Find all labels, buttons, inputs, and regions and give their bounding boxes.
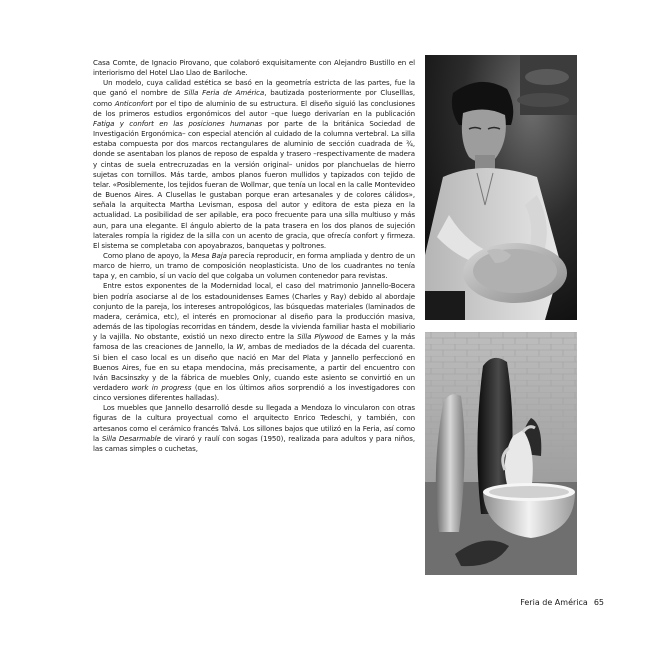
photo-vases	[425, 332, 577, 575]
paragraph-text: parecía reproducir, en forma ampliada y dentro de un marco de hierro, un tramo de composición neoplasticista. Uno de los cuadrantes no tenía tapa y, en cambio, sí un vacío del que colgaba un volumen contenedor para revistas.	[93, 250, 416, 281]
italic-title-text: Anticonfort	[114, 98, 153, 108]
body-text	[93, 58, 415, 454]
paragraph-text: Los muebles que Jannello desarrolló desde su llegada a Mendoza lo vincularon con otras figuras de la cultura proyectual como el arquitecto Enrico Tedeschi, y también, con artesanos como el cerámico francés Talvá. Los sillones bajos que utilizó en la Feria, así como la	[93, 403, 415, 443]
body-paragraph	[93, 58, 415, 78]
page-footer	[480, 598, 604, 607]
paragraph-text: (que en los últimos años sorprendió a los investigadores con cinco versiones diferentes halladas).	[93, 383, 416, 403]
paragraph-text: , ambas de mediados de la década del cuarenta. Si bien el caso local es un diseño que nació en Mar del Plata y Jannello perfeccionó en Buenos Aires, fue en su etapa mendocina, más precisamente, a partir del encuentro con Iván Bacsinszky y de la fábrica de muebles Only, cuando este asiento se convirtió en un verdadero	[93, 342, 415, 392]
italic-title-text: Silla Desarmable	[101, 433, 161, 443]
photo-ceramist	[425, 55, 577, 320]
paragraph-text: Un modelo, cuya calidad estética se basó en la geometría estricta de las partes, fue la que ganó el nombre de	[93, 78, 415, 98]
ceramist-image	[425, 55, 577, 320]
paragraph-text: por parte de la británica Sociedad de Investigación Ergonómica– con especial atención al cuidado de la columna vertebral. La silla estaba compuesta por dos marcos rectangulares de aluminio de sección cuadrada de ¾, donde se asentaban los planos de reposo de espalda y trasero –respectivamente de madera y cintas de suela entrecruzadas en la versión original– unidos por planchuelas de hierro sujetas con tornillos. Más tarde, ambos planos fueron mullidos y tapizados con tejido de telar. «Posiblemente, los tejidos fueran de Wollmar, que tenía un local en la calle Montevideo de Buenos Aires. A Clusellas le gustaban porque eran artesanales y de colores cálidos», señala la arquitecta Martha Levisman, esposa del autor y editora de esta pieza en la actualidad. La posibilidad de ser apilable, era poco frecuente para una silla multiuso y más aun, para una elegante. El ángulo abierto de la pata trasera en los dos planos de sujeción laterales rompía la rigidez de la silla con un acento de gracia, que ofrecía confort y firmeza. El sistema se completaba con apoyabrazos, banquetas y poltrones.	[93, 118, 416, 250]
vases-image	[425, 332, 577, 575]
body-paragraph	[93, 251, 415, 281]
body-paragraph	[93, 403, 415, 454]
page-number: 65	[593, 598, 604, 607]
italic-title-text: Silla Plywood	[297, 332, 344, 342]
paragraph-text: Casa Comte, de Ignacio Pirovano, que colaboró exquisitamente con Alejandro Bustillo en el interiorismo del Hotel Llao Llao de Bariloche.	[93, 58, 415, 78]
italic-title-text: Silla Feria de América	[184, 88, 265, 98]
paragraph-text: , bautizada posteriormente por Cluselllas, como	[93, 88, 415, 108]
paragraph-text: por el tipo de aluminio de su estructura. El diseño siguió las conclusiones de los primeros estudios ergonómicos del autor –que luego derivarían en la publicación	[93, 98, 416, 118]
italic-title-text: Fatiga y confort en las posiciones humanas	[93, 118, 263, 128]
body-paragraph	[93, 78, 415, 251]
paragraph-text: de viraró y raulí con sogas (1950), realizada para adultos y para niños, las camas simples o cuchetas,	[93, 433, 416, 453]
paragraph-text: Como plano de apoyo, la	[103, 250, 192, 260]
running-footer-section: Feria de América	[520, 598, 588, 607]
italic-title-text: work in progress	[131, 383, 192, 392]
body-paragraph	[93, 281, 415, 403]
italic-title-text: W	[236, 342, 244, 352]
paragraph-text: de Eames y la más famosa de las creaciones de Jannello, la	[93, 332, 415, 352]
paragraph-text: Entre estos exponentes de la Modernidad local, el caso del matrimonio Jannello-Bocera bien podría asociarse al de los estadounidenses Eames (Charles y Ray) debido al abordaje conjunto de la pareja, los intereses antropológicos, las búsquedas materiales (laminados de madera, cerámica, etc), el interés en promocionar al diseño para la producción masiva, además de las tipologías recorridas en tándem, desde la vivienda familiar hasta el mobiliario y la vajilla. No obstante, existió un nexo directo entre la	[93, 281, 415, 342]
italic-title-text: Mesa Baja	[191, 250, 227, 260]
